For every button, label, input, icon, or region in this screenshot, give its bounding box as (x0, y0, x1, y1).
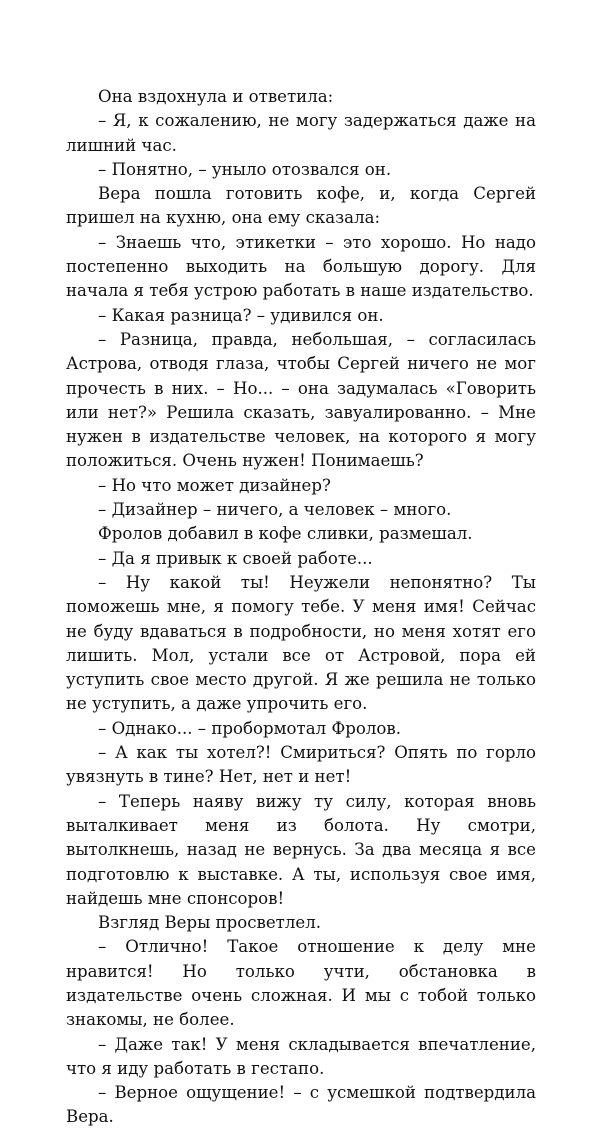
paragraph: – Теперь наяву вижу ту силу, которая вновь выталкивает меня из болота. Ну смотри, вытолкнешь, назад не вернусь. За два месяца я все подготовлю к выставке. А ты, используя свое имя, найдешь мне спонсоров! (66, 791, 536, 908)
paragraph: – Отлично! Такое отношение к делу мне нравится! Но только учти, обстановка в издательстве очень сложная. И мы с тобой только знакомы, не более. (66, 937, 536, 1030)
paragraph: – Даже так! У меня складывается впечатление, что я иду работать в гестапо. (66, 1034, 536, 1078)
paragraph: Она вздохнула и ответила: (98, 87, 334, 106)
paragraph: – Какая разница? – удивился он. (98, 305, 384, 325)
paragraph: – Но что может дизайнер? (98, 475, 331, 495)
paragraph: – Однако... – пробормотал Фролов. (98, 718, 401, 738)
body-text (66, 85, 536, 1130)
paragraph: – А как ты хотел?! Смириться? Опять по горло увязнуть в тине? Нет, нет и нет! (66, 743, 536, 787)
paragraph: – Ну какой ты! Неужели непонятно? Ты поможешь мне, я помогу тебе. У меня имя! Сейчас не буду вдаваться в подробности, но меня хотят его лишить. Мол, устали все от Астровой, пора ей уступить свое место другой. Я же решила не только не уступить, а даже упрочить его. (66, 572, 536, 714)
paragraph: – Понятно, – уныло отозвался он. (98, 159, 392, 179)
paragraph: – Разница, правда, небольшая, – согласилась Астрова, отводя глаза, чтобы Сергей ничего не мог прочесть в них. – Но... – она задумалась «Говорить или нет?» Решила сказать, завуалированно. – Мне нужен в издательстве человек, на которого я могу положиться. Очень нужен! Понимаешь? (66, 329, 536, 471)
paragraph: – Да я привык к своей работе... (98, 548, 373, 568)
paragraph: Взгляд Веры просветлел. (98, 913, 322, 933)
paragraph: Вера пошла готовить кофе, и, когда Сергей пришел на кухню, она ему сказала: (66, 184, 536, 228)
paragraph: – Верное ощущение! – с усмешкой подтвердила Вера. (66, 1083, 536, 1127)
paragraph: – Я, к сожалению, не могу задержаться даже на лишний час. (66, 111, 536, 155)
paragraph: – Дизайнер – ничего, а человек – много. (98, 500, 452, 520)
paragraph: Фролов добавил в кофе сливки, размешал. (98, 524, 473, 544)
paragraph: – Знаешь что, этикетки – это хорошо. Но надо постепенно выходить на большую дорогу. Для начала я тебя устрою работать в наше издательство. (66, 232, 536, 301)
